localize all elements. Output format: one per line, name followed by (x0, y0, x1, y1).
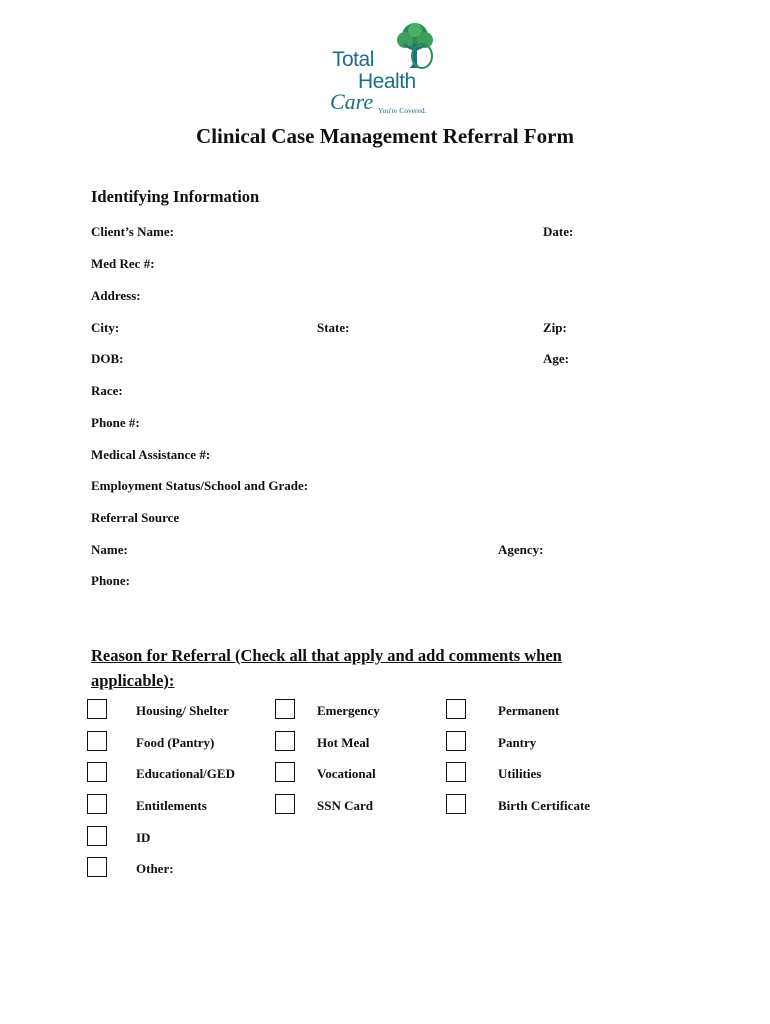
option-vocational: Vocational (317, 766, 376, 781)
option-permanent: Permanent (498, 703, 560, 718)
med-rec-label: Med Rec #: (91, 256, 155, 271)
checkbox-birth-certificate[interactable] (446, 794, 466, 814)
option-housing-shelter: Housing/ Shelter (136, 703, 229, 718)
dob-label: DOB: (91, 351, 124, 366)
phone-label: Phone #: (91, 415, 140, 430)
logo-health-text: Health (358, 70, 416, 93)
checkbox-permanent[interactable] (446, 699, 466, 719)
checkbox-educational-ged[interactable] (87, 762, 107, 782)
referral-source-label: Referral Source (91, 510, 180, 525)
option-food-pantry: Food (Pantry) (136, 735, 215, 750)
checkbox-housing-shelter[interactable] (87, 699, 107, 719)
form-title: Clinical Case Management Referral Form (196, 124, 574, 148)
checkbox-hot-meal[interactable] (275, 731, 295, 751)
total-health-care-logo (330, 22, 442, 118)
option-utilities: Utilities (498, 766, 542, 781)
checkbox-other[interactable] (87, 857, 107, 877)
logo-total-text: Total (332, 48, 374, 71)
option-birth-certificate: Birth Certificate (498, 798, 591, 813)
state-label: State: (317, 320, 350, 335)
tree-icon (392, 22, 438, 72)
checkbox-vocational[interactable] (275, 762, 295, 782)
clients-name-label: Client’s Name: (91, 224, 174, 239)
option-hot-meal: Hot Meal (317, 735, 370, 750)
zip-label: Zip: (543, 320, 567, 335)
option-pantry: Pantry (498, 735, 537, 750)
checkbox-utilities[interactable] (446, 762, 466, 782)
reason-for-referral-heading: Reason for Referral (Check all that apply and add comments when applicable): (91, 646, 562, 690)
checkbox-pantry[interactable] (446, 731, 466, 751)
option-educational-ged: Educational/GED (136, 766, 235, 781)
option-emergency: Emergency (317, 703, 380, 718)
checkbox-emergency[interactable] (275, 699, 295, 719)
option-other: Other: (136, 861, 174, 876)
date-label: Date: (543, 224, 574, 239)
medical-assistance-label: Medical Assistance #: (91, 447, 211, 462)
address-label: Address: (91, 288, 141, 303)
referral-phone-label: Phone: (91, 573, 130, 588)
employment-status-label: Employment Status/School and Grade: (91, 478, 309, 493)
race-label: Race: (91, 383, 123, 398)
identifying-information-heading: Identifying Information (91, 187, 260, 206)
checkbox-food-pantry[interactable] (87, 731, 107, 751)
option-entitlements: Entitlements (136, 798, 207, 813)
referral-name-label: Name: (91, 542, 128, 557)
logo-care-text: Care (330, 89, 374, 114)
option-ssn-card: SSN Card (317, 798, 373, 813)
checkbox-entitlements[interactable] (87, 794, 107, 814)
city-label: City: (91, 320, 120, 335)
checkbox-id[interactable] (87, 826, 107, 846)
option-id: ID (136, 830, 151, 845)
agency-label: Agency: (498, 542, 544, 557)
age-label: Age: (543, 351, 569, 366)
checkbox-ssn-card[interactable] (275, 794, 295, 814)
logo-tagline: You're Covered. (378, 106, 427, 115)
